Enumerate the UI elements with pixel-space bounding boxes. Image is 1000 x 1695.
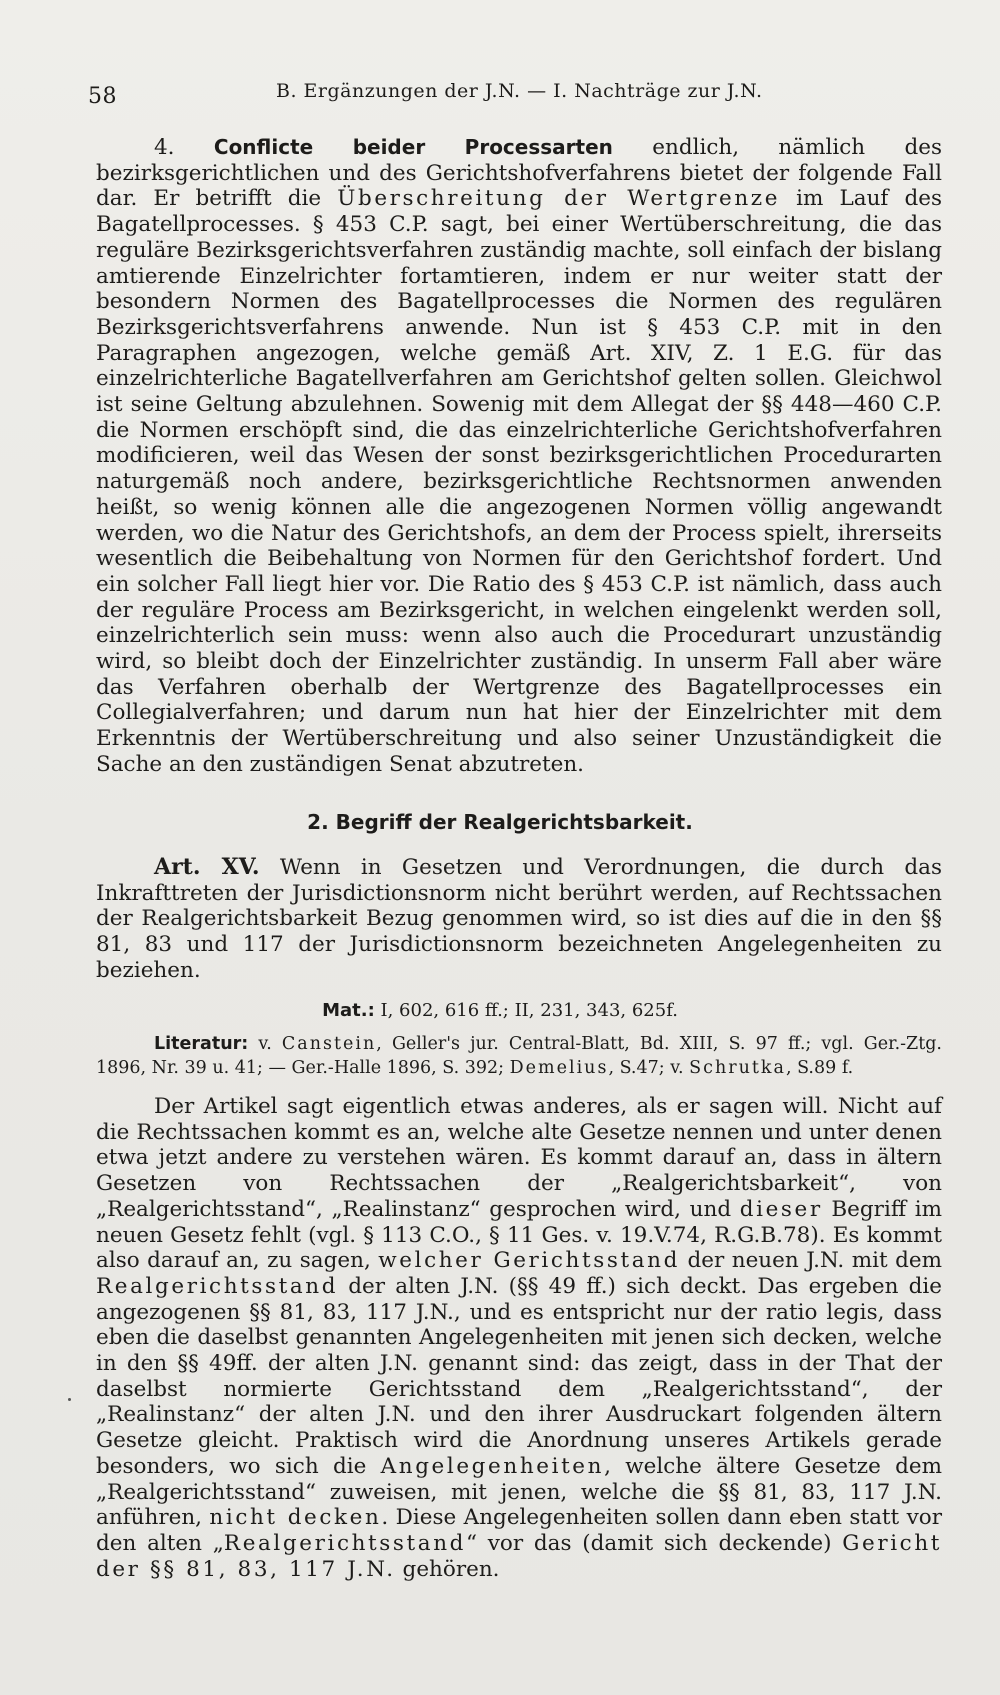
page-number: 58 bbox=[88, 84, 117, 109]
spaced-term: nicht decken bbox=[209, 1505, 382, 1531]
commentary-text: “ vor das (damit sich deckende) bbox=[466, 1530, 843, 1556]
commentary-text: Der Artikel sagt eigentlich etwas anderes, als er sagen will. Nicht auf die Rechtssachen kommt es an, welche alte Gesetze nennen und unter denen etwa jetzt andere zu verstehen wären. Es kommt darauf an, dass in ältern Gesetzen von Rechtssachen der „Realgerichtsbarkeit“, von „Realgerichtsstand“, „Realinstanz“ gesprochen wird, und bbox=[96, 1094, 942, 1222]
commentary-text: der neuen J.N. mit dem bbox=[679, 1248, 942, 1274]
materials-text: I, 602, 616 ff.; II, 231, 343, 625f. bbox=[374, 1000, 678, 1021]
author-name: Schrutka bbox=[689, 1058, 786, 1078]
spaced-term: Realgerichtsstand bbox=[96, 1273, 339, 1299]
literature-text: , S.89 f. bbox=[785, 1058, 854, 1078]
materials-label: Mat.: bbox=[322, 1000, 375, 1021]
article-xv bbox=[96, 855, 942, 984]
literature-text: , S.47; v. bbox=[608, 1058, 690, 1078]
article-text: Wenn in Gesetzen und Verordnungen, die durch das Inkrafttreten der Jurisdictionsnorm nicht berührt werden, auf Rechtssachen der Realgerichtsbarkeit Bezug genommen wird, so ist dies auf die in den §§ 81, 83 und 117 der Jurisdictionsnorm bezeichneten Angelegenheiten zu beziehen. bbox=[96, 855, 943, 983]
commentary-block bbox=[96, 1094, 942, 1582]
paragraph-text: endlich, nämlich des bezirksgerichtlichen und des Gerichtshofverfahrens bietet der folgende Fall dar. Er betrifft die bbox=[96, 135, 943, 212]
paragraph-conflicts bbox=[96, 135, 942, 778]
literature-label: Literatur: bbox=[154, 1034, 249, 1054]
paragraph-number: 4. bbox=[154, 135, 175, 160]
spaced-term: Realgerichtsstand bbox=[223, 1530, 467, 1556]
spaced-term: welcher Gerichtsstand bbox=[378, 1248, 680, 1274]
running-title: B. Ergänzungen der J.N. — I. Nachträge zur J.N. bbox=[276, 80, 763, 102]
literature-text: , Geller's jur. Central-Blatt, Bd. XIII, S. 97 ff.; vgl. Ger.-Ztg. 1896, Nr. 39 u. 41; — Ger.-Halle 1896, S. 392; bbox=[96, 1034, 942, 1078]
paragraph-title: Conflicte beider Processarten bbox=[213, 135, 613, 159]
article-label: Art. XV. bbox=[154, 854, 260, 880]
author-name: Demelius bbox=[509, 1058, 609, 1078]
author-name: Canstein bbox=[281, 1034, 377, 1054]
commentary-text: der alten J.N. (§§ 49 ff.) sich deckt. Das ergeben die angezogenen §§ 81, 83, 117 J.N., und es entspricht nur der ratio legis, dass eben die daselbst genannten Angelegenheiten mit jenen sich decken, welche in den §§ 49ff. der alten J.N. genannt sind: das zeigt, dass in der That der daselbst normierte Gerichtsstand dem „Realgerichtsstand“, der „Realinstanz“ der alten J.N. und den ihrer Ausdruckart folgenden ältern Gesetze gleicht. Praktisch wird die Anordnung unseres Artikels gerade besonders, wo sich die bbox=[96, 1273, 942, 1479]
literature-block bbox=[96, 1032, 942, 1080]
materials-line bbox=[0, 1000, 1000, 1021]
paragraph-text: im Lauf des Bagatellprocesses. § 453 C.P. sagt, bei einer Wertüberschreitung, die das reguläre Bezirksgerichtsverfahren zuständig machte, soll einfach der bislang amtierende Einzelrichter fortamtieren, indem er nur weiter statt der besondern Normen des Bagatellprocesses die Normen des regulären Bezirksgerichtsverfahrens anwende. Nun ist § 453 C.P. mit in den Paragraphen angezogen, welche gemäß Art. XIV, Z. 1 E.G. für das einzelrichterliche Bagatellverfahren am Gerichtshof gelten sollen. Gleichwol ist seine Geltung abzulehnen. Sowenig mit dem Allegat der §§ 448—460 C.P. die Normen erschöpft sind, die das einzelrichterliche Gerichtshofverfahren modificieren, weil das Wesen der sonst bezirksgerichtlichen Procedurarten naturgemäß noch andere, bezirksgerichtliche Rechtsnormen anwenden heißt, so wenig können alle die angezogenen Normen völlig angewandt werden, wo die Natur des Gerichtshofs, an dem der Process spielt, ihrerseits wesentlich die Beibehaltung von Normen für den Gerichtshof fordert. Und ein solcher Fall liegt hier vor. Die Ratio des § 453 C.P. ist nämlich, dass auch der reguläre Process am Bezirksgericht, in welchen eingelenkt werden soll, einzelrichterlich sein muss: wenn also auch die Procedurart unzuständig wird, so bleibt doch der Einzelrichter zuständig. In unserm Fall aber wäre das Verfahren oberhalb der Wertgrenze des Bagatellprocesses ein Collegialverfahren; und darum nun hat hier der Einzelrichter mit dem Erkenntnis der Wertüberschreitung und also seiner Unzuständigkeit die Sache an den zuständigen Senat abzutreten. bbox=[96, 186, 942, 777]
literature-text: v. bbox=[248, 1034, 282, 1054]
spaced-term: Angelegenheiten bbox=[380, 1453, 605, 1479]
spaced-term: Überschreitung der Wertgrenze bbox=[337, 186, 781, 212]
commentary-text: . Diese Angelegenheiten sollen dann eben statt vor den alten „ bbox=[96, 1505, 942, 1556]
commentary-text: , welche ältere Gesetze dem „Realgerichtsstand“ zuweisen, mit jenen, welche die §§ 81, 83, 117 J.N. anführen, bbox=[96, 1453, 942, 1531]
commentary-text: Begriff im neuen Gesetz fehlt (vgl. § 113 C.O., § 11 Ges. v. 19.V.74, R.G.B.78). Es kommt also darauf an, zu sagen, bbox=[96, 1196, 942, 1274]
commentary-text: gehören. bbox=[395, 1556, 500, 1582]
section-heading: 2. Begriff der Realgerichtsbarkeit. bbox=[307, 810, 693, 834]
spaced-term: Gericht der §§ 81, 83, 117 J.N. bbox=[96, 1530, 943, 1582]
spaced-term: dieser bbox=[739, 1196, 823, 1222]
print-speck bbox=[68, 1398, 71, 1401]
